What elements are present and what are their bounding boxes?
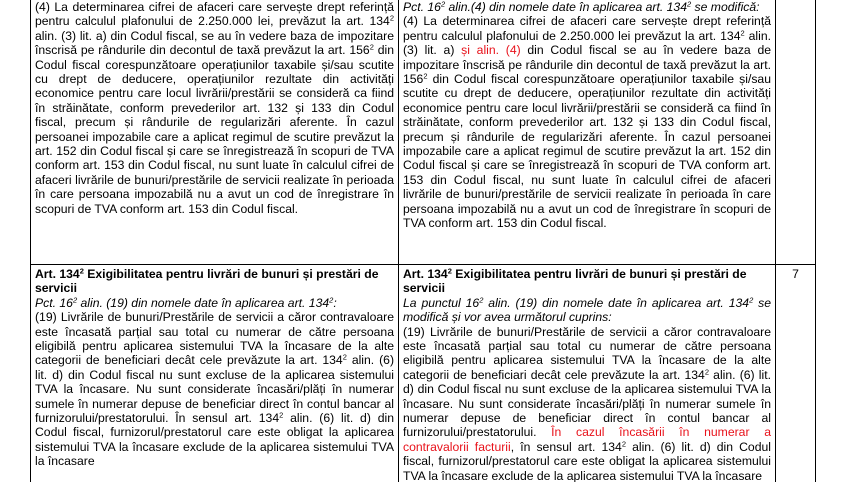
text-run: din Codul fiscal se au în vedere baza de impozitare înscrisă pe rândurile din decontul de taxă prevăzut la art. 156 xyxy=(403,43,772,87)
amendment-intro xyxy=(403,0,771,14)
text-run: (4) La determinarea cifrei de afaceri care servește drept referință pentru calculul plafonului de 2.250.000 lei, prevăzut la art. 134 xyxy=(35,0,394,29)
article-title-proposed xyxy=(403,267,771,296)
text-run: alin. (3) lit. a) xyxy=(403,28,771,58)
paragraph-19-proposed xyxy=(403,325,771,482)
proposed-text-cell xyxy=(399,0,776,265)
text-run: Exigibilitatea pentru livrări de bunuri și prestări de servicii xyxy=(35,267,379,296)
superscript: 2 xyxy=(440,0,446,9)
superscript: 2 xyxy=(389,13,394,23)
text-run: , în sensul art. 134 xyxy=(510,439,622,454)
text-run: La punctul 16 xyxy=(403,295,480,310)
text-run: din Codul fiscal corespunzătoare operațiunilor taxabile și/sau scutite cu drept de deducere, operațiunilor rezultate din activități economice pentru care locul livrării/prestării se consideră ca fiind în străinătate, conform prevederilor art. 132 și 133 din Codul fiscal, precum și rândurile de regularizări aferente. În cazul persoanei impozabile care a aplicat regimul de scutire prevăzut la art. 152 din Codul fiscal și care se înregistrează în scopuri de TVA conform art. 153 din Codul fiscal, nu sunt luate în calculul cifrei de afaceri livrările de bunuri/prestările de servicii realizate în perioada în care persoana impozabilă nu a avut un cod de înregistrare în scopuri de TVA conform art. 153 din Codul fiscal. xyxy=(403,72,771,231)
paragraph-19-current xyxy=(35,310,394,468)
superscript: 2 xyxy=(621,439,626,449)
superscript: 2 xyxy=(342,352,347,362)
superscript: 2 xyxy=(72,295,78,305)
text-run: alin.(4) din nomele date în aplicarea art. 134 xyxy=(445,0,687,14)
superscript: 2 xyxy=(329,295,334,305)
text-run: se modifică și vor avea următorul cuprins: xyxy=(403,295,772,325)
text-run: (19) Livrările de bunuri/Prestările de servicii a căror contravaloare este încasată parțial sau total cu numerar de către persoana eligibilă pentru aplicarea sistemului TVA la încasare de la alte categorii de beneficiari decât cele prevăzute la art. 134 xyxy=(35,310,394,368)
text-run: Art. 134 xyxy=(403,267,448,281)
text-run: alin. (3) lit. a) din Codul fiscal, se au în vedere baza de impozitare înscrisă pe rândurile din decontul de taxă prevăzut la art. 156 xyxy=(35,28,394,58)
text-run: alin. (6) lit. d) din Codul fiscal nu sunt excluse de la aplicarea sistemului TVA la încasare. Nu sunt considerate încasări/plăți în numerar sumele în numerar depuse de beneficiar direct în contul bancar al furnizorului/prestatorului. xyxy=(403,367,771,440)
superscript: 2 xyxy=(479,295,484,305)
superscript: 2 xyxy=(423,71,428,81)
amended-text: și alin. (4) xyxy=(461,43,521,58)
text-run: Exigibilitatea pentru livrări de bunuri și prestări de servicii xyxy=(403,267,747,296)
text-run: din Codul fiscal corespunzătoare operațiunilor taxabile și/sau scutite cu drept de deducere, operațiunilor rezultate din activități economice pentru care locul livrării/prestării se consideră ca fiind în străinătate, conform prevederilor art. 132 și 133 din Codul fiscal, precum și rândurile de regularizări aferente. În cazul persoanei impozabile care a aplicat regimul de scutire prevăzut la art. 152 din Codul fiscal și care se înregistrează în scopuri de TVA conform art. 153 din Codul fiscal, nu sunt luate în calculul cifrei de afaceri livrările de bunuri/prestările de servicii realizate în perioada în care persoana impozabilă nu a avut un cod de înregistrare în scopuri de TVA conform art. 153 din Codul fiscal. xyxy=(35,43,395,216)
row-number-cell xyxy=(776,0,816,265)
current-text-cell xyxy=(31,0,399,265)
row-number-cell xyxy=(776,265,816,482)
text-run: (4) La determinarea cifrei de afaceri care servește drept referință pentru calculul plafonului de 2.250.000 lei prevăzut la art. 134 xyxy=(403,14,771,43)
norm-reference-current xyxy=(35,296,394,310)
text-run: alin. (19) din nomele date în aplicarea art. 134 xyxy=(483,295,750,310)
text-run: se modifică: xyxy=(691,0,760,14)
amended-text: În cazul încasării în numerar a contravalorii facturii xyxy=(403,425,771,454)
superscript: 2 xyxy=(279,410,284,420)
superscript: 2 xyxy=(369,42,374,52)
proposed-text-cell xyxy=(399,265,776,482)
comparison-table xyxy=(30,0,816,482)
superscript: 2 xyxy=(749,295,754,305)
text-run: (19) Livrările de bunuri/Prestările de servicii a căror contravaloare este încasată parțial sau total cu numerar de către persoana eligibilă pentru aplicarea sistemului TVA la încasare de la alte categorii de beneficiari decât cele prevăzute la art. 134 xyxy=(403,324,771,382)
table-row xyxy=(31,0,816,265)
paragraph-4-proposed xyxy=(403,14,771,230)
text-run: alin. (6) lit. d) din Codul fiscal, furnizorul/prestatorul care este obligat la aplicarea sistemului TVA la încasare exclude de la aplicarea sistemului TVA la încasare xyxy=(35,411,394,469)
superscript: 2 xyxy=(686,0,692,9)
superscript: 2 xyxy=(704,367,709,377)
current-text-cell xyxy=(31,265,399,482)
superscript: 2 xyxy=(79,266,84,276)
text-run: Pct. 16 xyxy=(35,295,73,310)
text-run: alin. (6) lit. d) din Codul fiscal nu sunt excluse de la aplicarea sistemului TVA la încasare. Nu sunt considerate încasări/plăți în numerar sumele în numerar depuse de beneficiar direct în contul bancar al furnizorului/prestatorului. În sensul art. 134 xyxy=(35,353,394,426)
table-row xyxy=(31,265,816,482)
amendment-intro xyxy=(403,296,771,325)
text-run: Art. 134 xyxy=(35,267,80,281)
text-run: : xyxy=(333,295,337,310)
text-run: alin. (19) din nomele date în aplicarea art. 134 xyxy=(77,295,330,310)
text-run: alin. (6) lit. d) din Codul fiscal, furnizorul/prestatorul care este obligat la aplicarea sistemului TVA la încasare exclude de la aplicarea sistemului TVA la încasare xyxy=(403,439,771,482)
paragraph-4-current xyxy=(35,0,394,216)
text-run: Pct. 16 xyxy=(403,0,441,14)
superscript: 2 xyxy=(740,28,745,38)
row-number: 7 xyxy=(792,267,799,281)
superscript: 2 xyxy=(447,266,452,276)
article-title-current xyxy=(35,267,394,296)
